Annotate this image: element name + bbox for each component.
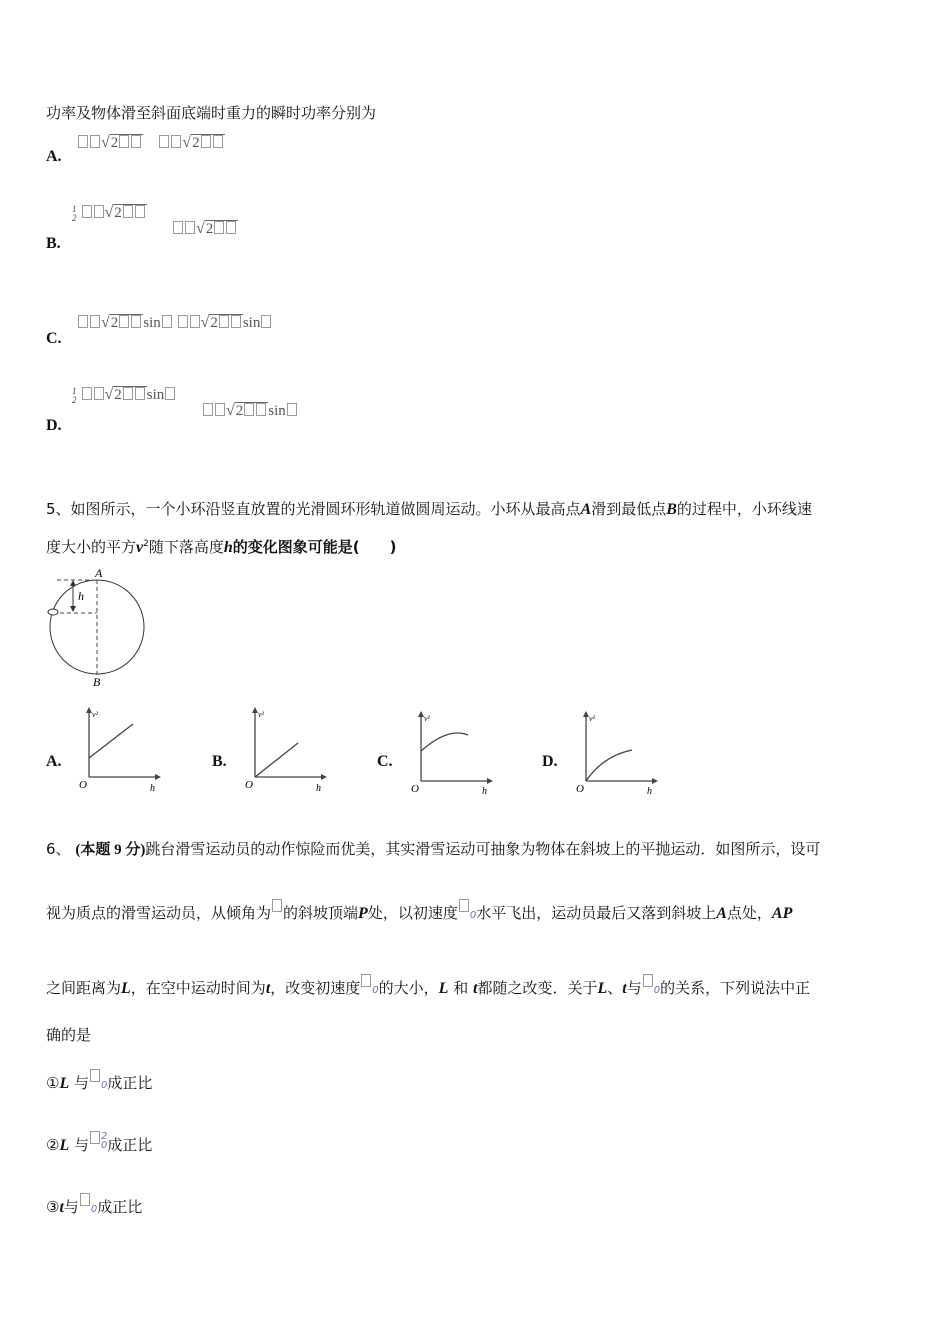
q5-option-c-graph (408, 705, 498, 795)
q6-text: 跳台滑雪运动员的动作惊险而优美，其实滑雪运动可抽象为物体在斜坡上的平抛运动．如图所示，设可 (145, 840, 821, 858)
q6-text: 、 (607, 979, 623, 997)
q5-option-c-label[interactable]: C. (377, 753, 393, 770)
q4-option-d-formula-1: 1 2 √2 sin (72, 386, 176, 405)
q5-text: 度大小的平方 (46, 538, 137, 556)
svg-text:A: A (95, 566, 103, 580)
svg-text:v²: v² (92, 710, 98, 719)
q4-option-b-label[interactable]: B. (46, 235, 61, 252)
q6-text: 之间距离为 (46, 979, 122, 997)
q5-text: 的变化图象可能是( ) (232, 538, 397, 556)
var-t: t (473, 980, 478, 997)
q6-score: (本题 9 分) (75, 842, 146, 858)
q4-option-c-formula: √2 sin √2 sin (77, 314, 272, 332)
var-p: P (358, 905, 368, 922)
q6-line-4: 确的是 (46, 1026, 92, 1044)
v-placeholder (80, 1193, 90, 1206)
statement-2 (46, 1131, 152, 1155)
statement-marker: ③ (46, 1198, 60, 1216)
q5-text: 滑到最低点 (591, 500, 667, 518)
svg-text:h: h (316, 783, 321, 794)
var-ap: AP (771, 905, 793, 922)
q5-text: 随下落高度 (148, 538, 224, 556)
q5-option-d-label[interactable]: D. (542, 753, 558, 770)
statement-marker: ② (46, 1136, 60, 1154)
statement-text: 成正比 (97, 1198, 143, 1216)
subscript-0: 0 (372, 985, 379, 996)
v-placeholder (459, 899, 469, 912)
svg-text:h: h (482, 786, 487, 795)
var-v: v (136, 539, 144, 556)
subscript-0: 0 (90, 1204, 98, 1215)
svg-text:O: O (245, 779, 253, 791)
statement-text: 与 (63, 1198, 79, 1216)
q4-option-b-formula-1: 1 2 √2 (72, 204, 147, 223)
q5-line-1 (46, 498, 812, 519)
theta-placeholder (272, 899, 282, 912)
v-placeholder (643, 974, 653, 987)
q6-text: 的关系，下列说法中正 (660, 979, 811, 997)
q4-option-a-label[interactable]: A. (46, 148, 62, 165)
q4-stem: 功率及物体滑至斜面底端时重力的瞬时功率分别为 (46, 104, 377, 122)
svg-text:h: h (78, 589, 84, 603)
statement-text: 与 (74, 1136, 90, 1154)
q5-text: 如图所示，一个小环沿竖直放置的光滑圆环形轨道做圆周运动。小环从最高点 (70, 500, 581, 518)
statement-3 (46, 1193, 142, 1217)
q6-text: 和 (453, 979, 469, 997)
q4-option-d-formula-2: √2 sin (202, 402, 298, 420)
statement-text: 成正比 (107, 1074, 153, 1092)
q5-option-d-graph (573, 705, 663, 795)
svg-text:O: O (411, 783, 419, 795)
q6-text: 视为质点的滑雪运动员，从倾角为 (46, 904, 272, 922)
q6-text: 与 (626, 979, 642, 997)
svg-text:h: h (647, 786, 652, 795)
statement-1 (46, 1069, 152, 1093)
superscript: 2 (143, 539, 149, 549)
q4-option-b-formula-2: √2 (172, 220, 238, 238)
svg-text:v²: v² (424, 714, 430, 723)
q5-option-b-graph (242, 705, 332, 795)
var-l: L (438, 980, 449, 997)
q5-option-a-graph (76, 705, 166, 795)
v-placeholder (90, 1069, 100, 1082)
subscript-0: 0 (101, 1080, 108, 1091)
statement-text: 与 (74, 1074, 90, 1092)
statement-marker: ① (46, 1074, 60, 1092)
v-placeholder (90, 1131, 100, 1144)
subscript-0: 0 (469, 910, 477, 921)
var-a: A (716, 905, 727, 922)
var-l: L (597, 980, 608, 997)
q6-text: 点处， (726, 904, 772, 922)
q6-text: ，在空中运动时间为 (130, 979, 266, 997)
statement-var: L (59, 1137, 70, 1154)
q6-text: ，改变初速度 (270, 979, 361, 997)
q5-option-b-label[interactable]: B. (212, 753, 227, 770)
statement-text: 成正比 (107, 1136, 153, 1154)
q4-option-d-label[interactable]: D. (46, 417, 62, 434)
svg-text:B: B (93, 675, 101, 689)
subscript-0: 0 (653, 985, 661, 996)
q6-line-3 (46, 974, 810, 998)
svg-text:v²: v² (258, 710, 264, 719)
q6-number: 6、 (46, 840, 71, 858)
q6-line-1 (46, 838, 820, 859)
q6-text: 都随之改变．关于 (477, 979, 598, 997)
svg-text:v²: v² (589, 714, 595, 723)
var-a: A (580, 501, 592, 518)
ring-icon (48, 609, 58, 615)
q6-text: 的大小， (378, 979, 439, 997)
q6-text: 处，以初速度 (367, 904, 458, 922)
q4-option-c-label[interactable]: C. (46, 330, 62, 347)
q5-text: 的过程中，小环线速 (676, 500, 812, 518)
var-t: t (265, 980, 271, 997)
var-b: B (666, 501, 677, 518)
q4-option-a-formula: √2 √2 (77, 134, 225, 152)
q5-number: 5、 (46, 500, 71, 518)
var-t: t (622, 980, 627, 997)
q5-line-2 (46, 536, 397, 557)
circular-track-figure (40, 565, 160, 690)
q5-option-a-label[interactable]: A. (46, 753, 62, 770)
q6-text: 水平飞出，运动员最后又落到斜坡上 (476, 904, 717, 922)
statement-var: L (59, 1075, 70, 1092)
svg-text:O: O (79, 779, 87, 791)
var-h: h (223, 539, 233, 556)
q6-text: 的斜坡顶端 (283, 904, 359, 922)
q6-line-2 (46, 899, 792, 923)
var-l: L (121, 980, 131, 997)
v-placeholder (361, 974, 371, 987)
svg-text:O: O (576, 783, 584, 795)
svg-text:h: h (150, 783, 155, 794)
superscript-2: 2 (101, 1131, 108, 1142)
subscript-0: 0 (101, 1140, 108, 1151)
statement-var: t (59, 1199, 64, 1216)
